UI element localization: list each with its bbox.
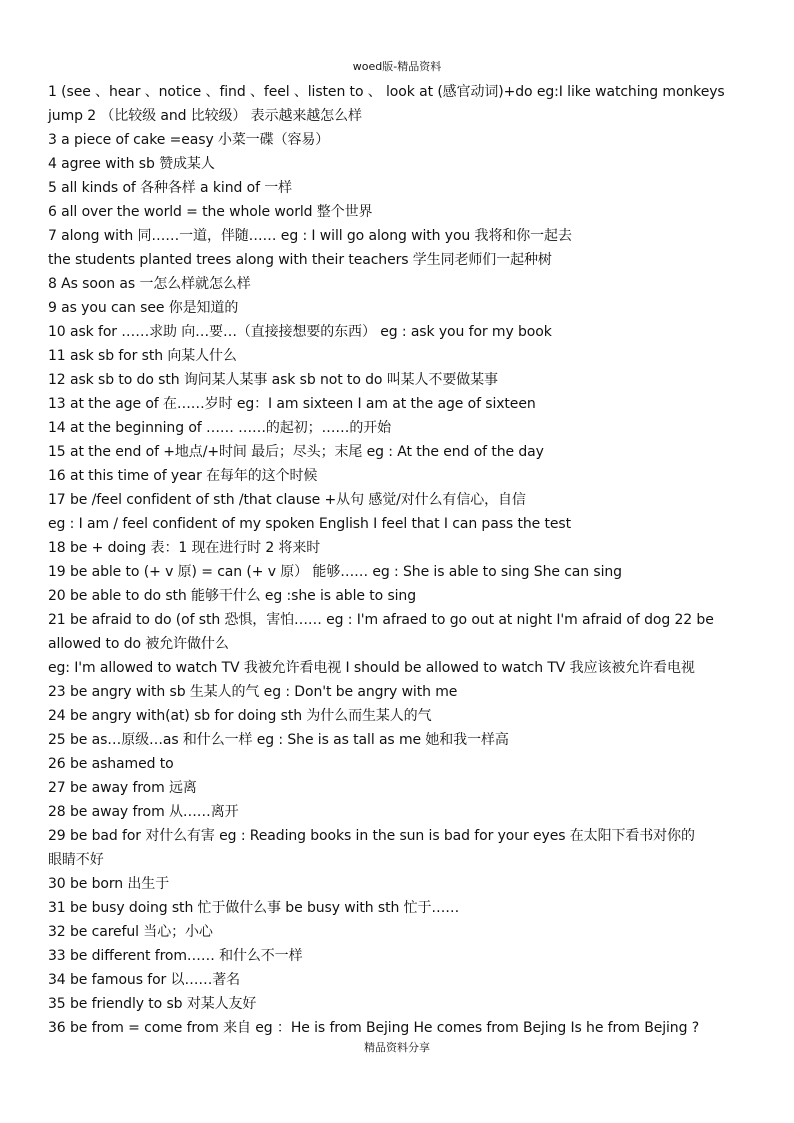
page-footer: 精品资料分享 — [364, 1041, 430, 1054]
text-line: 36 be from = come from 来自 eg ：He is from Bejing He comes from Bejing Is he from Bejing ? — [48, 1020, 700, 1036]
text-line: 16 at this time of year 在每年的这个时候 — [48, 468, 318, 484]
text-line: 33 be different from…… 和什么不一样 — [48, 948, 303, 964]
text-line: 8 As soon as 一怎么样就怎么样 — [48, 276, 251, 292]
text-line: 15 at the end of +地点/+时间 最后；尽头；末尾 eg : At the end of the day — [48, 444, 544, 460]
text-line: 29 be bad for 对什么有害 eg : Reading books in the sun is bad for your eyes 在太阳下看书对你的 — [48, 828, 695, 844]
text-line: eg : I am / feel confident of my spoken English I feel that I can pass the test — [48, 516, 571, 532]
text-line: 14 at the beginning of …… ……的起初；……的开始 — [48, 420, 392, 436]
text-line: the students planted trees along with their teachers 学生同老师们一起种树 — [48, 252, 552, 268]
text-line: 26 be ashamed to — [48, 756, 174, 772]
text-line: 3 a piece of cake =easy 小菜一碟（容易） — [48, 132, 330, 148]
text-line: 5 all kinds of 各种各样 a kind of 一样 — [48, 180, 293, 196]
text-line: 21 be afraid to do (of sth 恐惧，害怕…… eg : I'm afraed to go out at night I'm afraid of dog 22 be — [48, 612, 714, 628]
text-line: 19 be able to (+ v 原) = can (+ v 原） 能够…… eg : She is able to sing She can sing — [48, 564, 622, 580]
text-line: 30 be born 出生于 — [48, 876, 170, 892]
text-line: 25 be as…原级…as 和什么一样 eg : She is as tall as me 她和我一样高 — [48, 732, 509, 748]
text-line: allowed to do 被允许做什么 — [48, 636, 229, 652]
text-line: 1 (see 、hear 、notice 、find 、feel 、listen to 、 look at (感官动词)+do eg:I like watching monkeys — [48, 84, 725, 100]
text-line: eg: I'm allowed to watch TV 我被允许看电视 I should be allowed to watch TV 我应该被允许看电视 — [48, 660, 695, 676]
text-line: 27 be away from 远离 — [48, 780, 197, 796]
text-line: 17 be /feel confident of sth /that clause +从句 感觉/对什么有信心，自信 — [48, 492, 526, 508]
text-line: 24 be angry with(at) sb for doing sth 为什么而生某人的气 — [48, 708, 432, 724]
text-line: 31 be busy doing sth 忙于做什么事 be busy with sth 忙于…… — [48, 900, 460, 916]
page-header: woed版-精品资料 — [352, 60, 442, 73]
text-line: 23 be angry with sb 生某人的气 eg : Don't be angry with me — [48, 684, 458, 700]
text-line: 18 be + doing 表：1 现在进行时 2 将来时 — [48, 540, 321, 556]
text-line: 35 be friendly to sb 对某人友好 — [48, 996, 257, 1012]
text-line: 13 at the age of 在……岁时 eg：I am sixteen I am at the age of sixteen — [48, 396, 536, 412]
text-line: 6 all over the world = the whole world 整个世界 — [48, 204, 373, 220]
text-line: 32 be careful 当心；小心 — [48, 924, 213, 940]
text-line: 12 ask sb to do sth 询问某人某事 ask sb not to do 叫某人不要做某事 — [48, 372, 498, 388]
text-line: 20 be able to do sth 能够干什么 eg :she is able to sing — [48, 588, 416, 604]
text-line: 28 be away from 从……离开 — [48, 804, 239, 820]
text-line: 9 as you can see 你是知道的 — [48, 300, 239, 316]
text-line: 10 ask for ……求助 向…要…（直接接想要的东西） eg : ask you for my book — [48, 324, 552, 340]
text-line: 7 along with 同……一道，伴随…… eg : I will go along with you 我将和你一起去 — [48, 228, 572, 244]
document-body — [48, 80, 778, 1040]
text-line: 眼睛不好 — [48, 852, 104, 868]
text-line: 34 be famous for 以……著名 — [48, 972, 241, 988]
text-line: 11 ask sb for sth 向某人什么 — [48, 348, 237, 364]
text-line: jump 2 （比较级 and 比较级） 表示越来越怎么样 — [48, 108, 362, 124]
text-line: 4 agree with sb 赞成某人 — [48, 156, 215, 172]
